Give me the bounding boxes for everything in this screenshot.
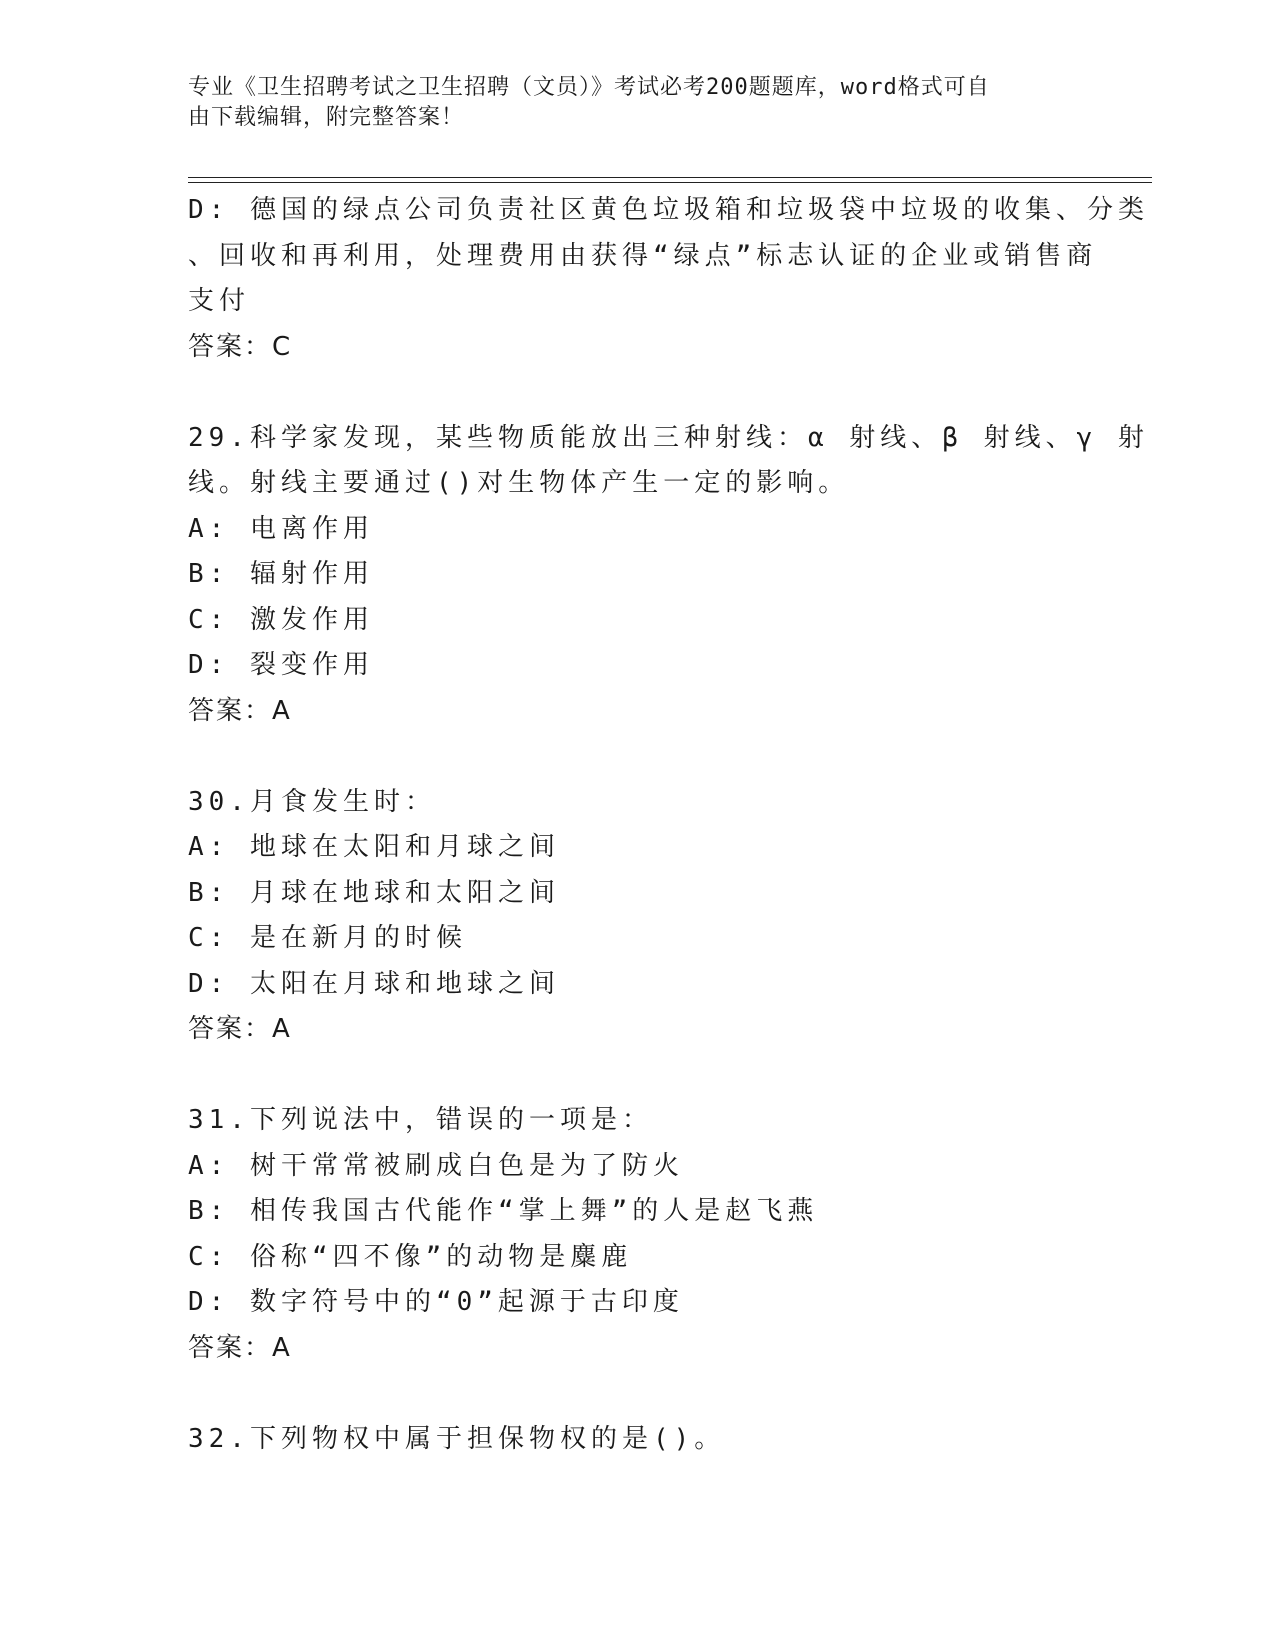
option-d: D: 德国的绿点公司负责社区黄色垃圾箱和垃圾袋中垃圾的收集、分类	[188, 195, 1149, 225]
option-a: A: 地球在太阳和月球之间	[188, 832, 560, 862]
option-d: D: 数字符号中的“0”起源于古印度	[188, 1287, 684, 1317]
option-d: D: 裂变作用	[188, 650, 374, 680]
answer-line: 答案：A	[188, 1332, 292, 1363]
question-stem: 30.月食发生时：	[188, 786, 436, 817]
header-divider-bottom	[188, 182, 1152, 183]
option-c: C: 俗称“四不像”的动物是麋鹿	[188, 1241, 633, 1272]
question-32	[188, 1417, 1088, 1463]
option-d: D: 太阳在月球和地球之间	[188, 968, 560, 999]
option-c: C: 是在新月的时候	[188, 923, 467, 953]
question-list	[188, 188, 1149, 1462]
spacer	[188, 370, 1088, 416]
header-line-2: 由下载编辑，附完整答案！	[188, 105, 465, 130]
option-a: A: 电离作用	[188, 513, 374, 544]
option-d-continued: 、回收和再利用，处理费用由获得“绿点”标志认证的企业或销售商	[188, 240, 1098, 271]
answer-line: 答案：A	[188, 1014, 292, 1044]
option-c: C: 激发作用	[188, 604, 374, 635]
question-stem: 31.下列说法中，错误的一项是：	[188, 1105, 653, 1135]
spacer	[188, 1371, 1088, 1417]
option-a: A: 树干常常被刷成白色是为了防火	[188, 1150, 684, 1181]
header-divider-top	[188, 177, 1152, 178]
question-30	[188, 780, 1088, 1053]
question-28-tail	[188, 188, 1149, 370]
document-header	[188, 73, 1068, 133]
option-d-continued: 支付	[188, 286, 251, 316]
answer-line: 答案：A	[188, 695, 292, 726]
option-b: B: 月球在地球和太阳之间	[188, 877, 560, 908]
question-stem-continued: 线。射线主要通过()对生物体产生一定的影响。	[188, 468, 850, 498]
header-line-1: 专业《卫生招聘考试之卫生招聘（文员）》考试必考200题题库，word格式可自	[188, 75, 990, 100]
question-29	[188, 416, 1149, 735]
option-b: B: 辐射作用	[188, 559, 374, 589]
question-stem: 32.下列物权中属于担保物权的是()。	[188, 1423, 726, 1454]
question-stem: 29.科学家发现，某些物质能放出三种射线：α 射线、β 射线、γ 射	[188, 422, 1149, 453]
spacer	[188, 1053, 1088, 1099]
option-b: B: 相传我国古代能作“掌上舞”的人是赵飞燕	[188, 1196, 819, 1226]
answer-line: 答案：C	[188, 331, 293, 362]
question-31	[188, 1098, 1088, 1371]
spacer	[188, 734, 1088, 780]
